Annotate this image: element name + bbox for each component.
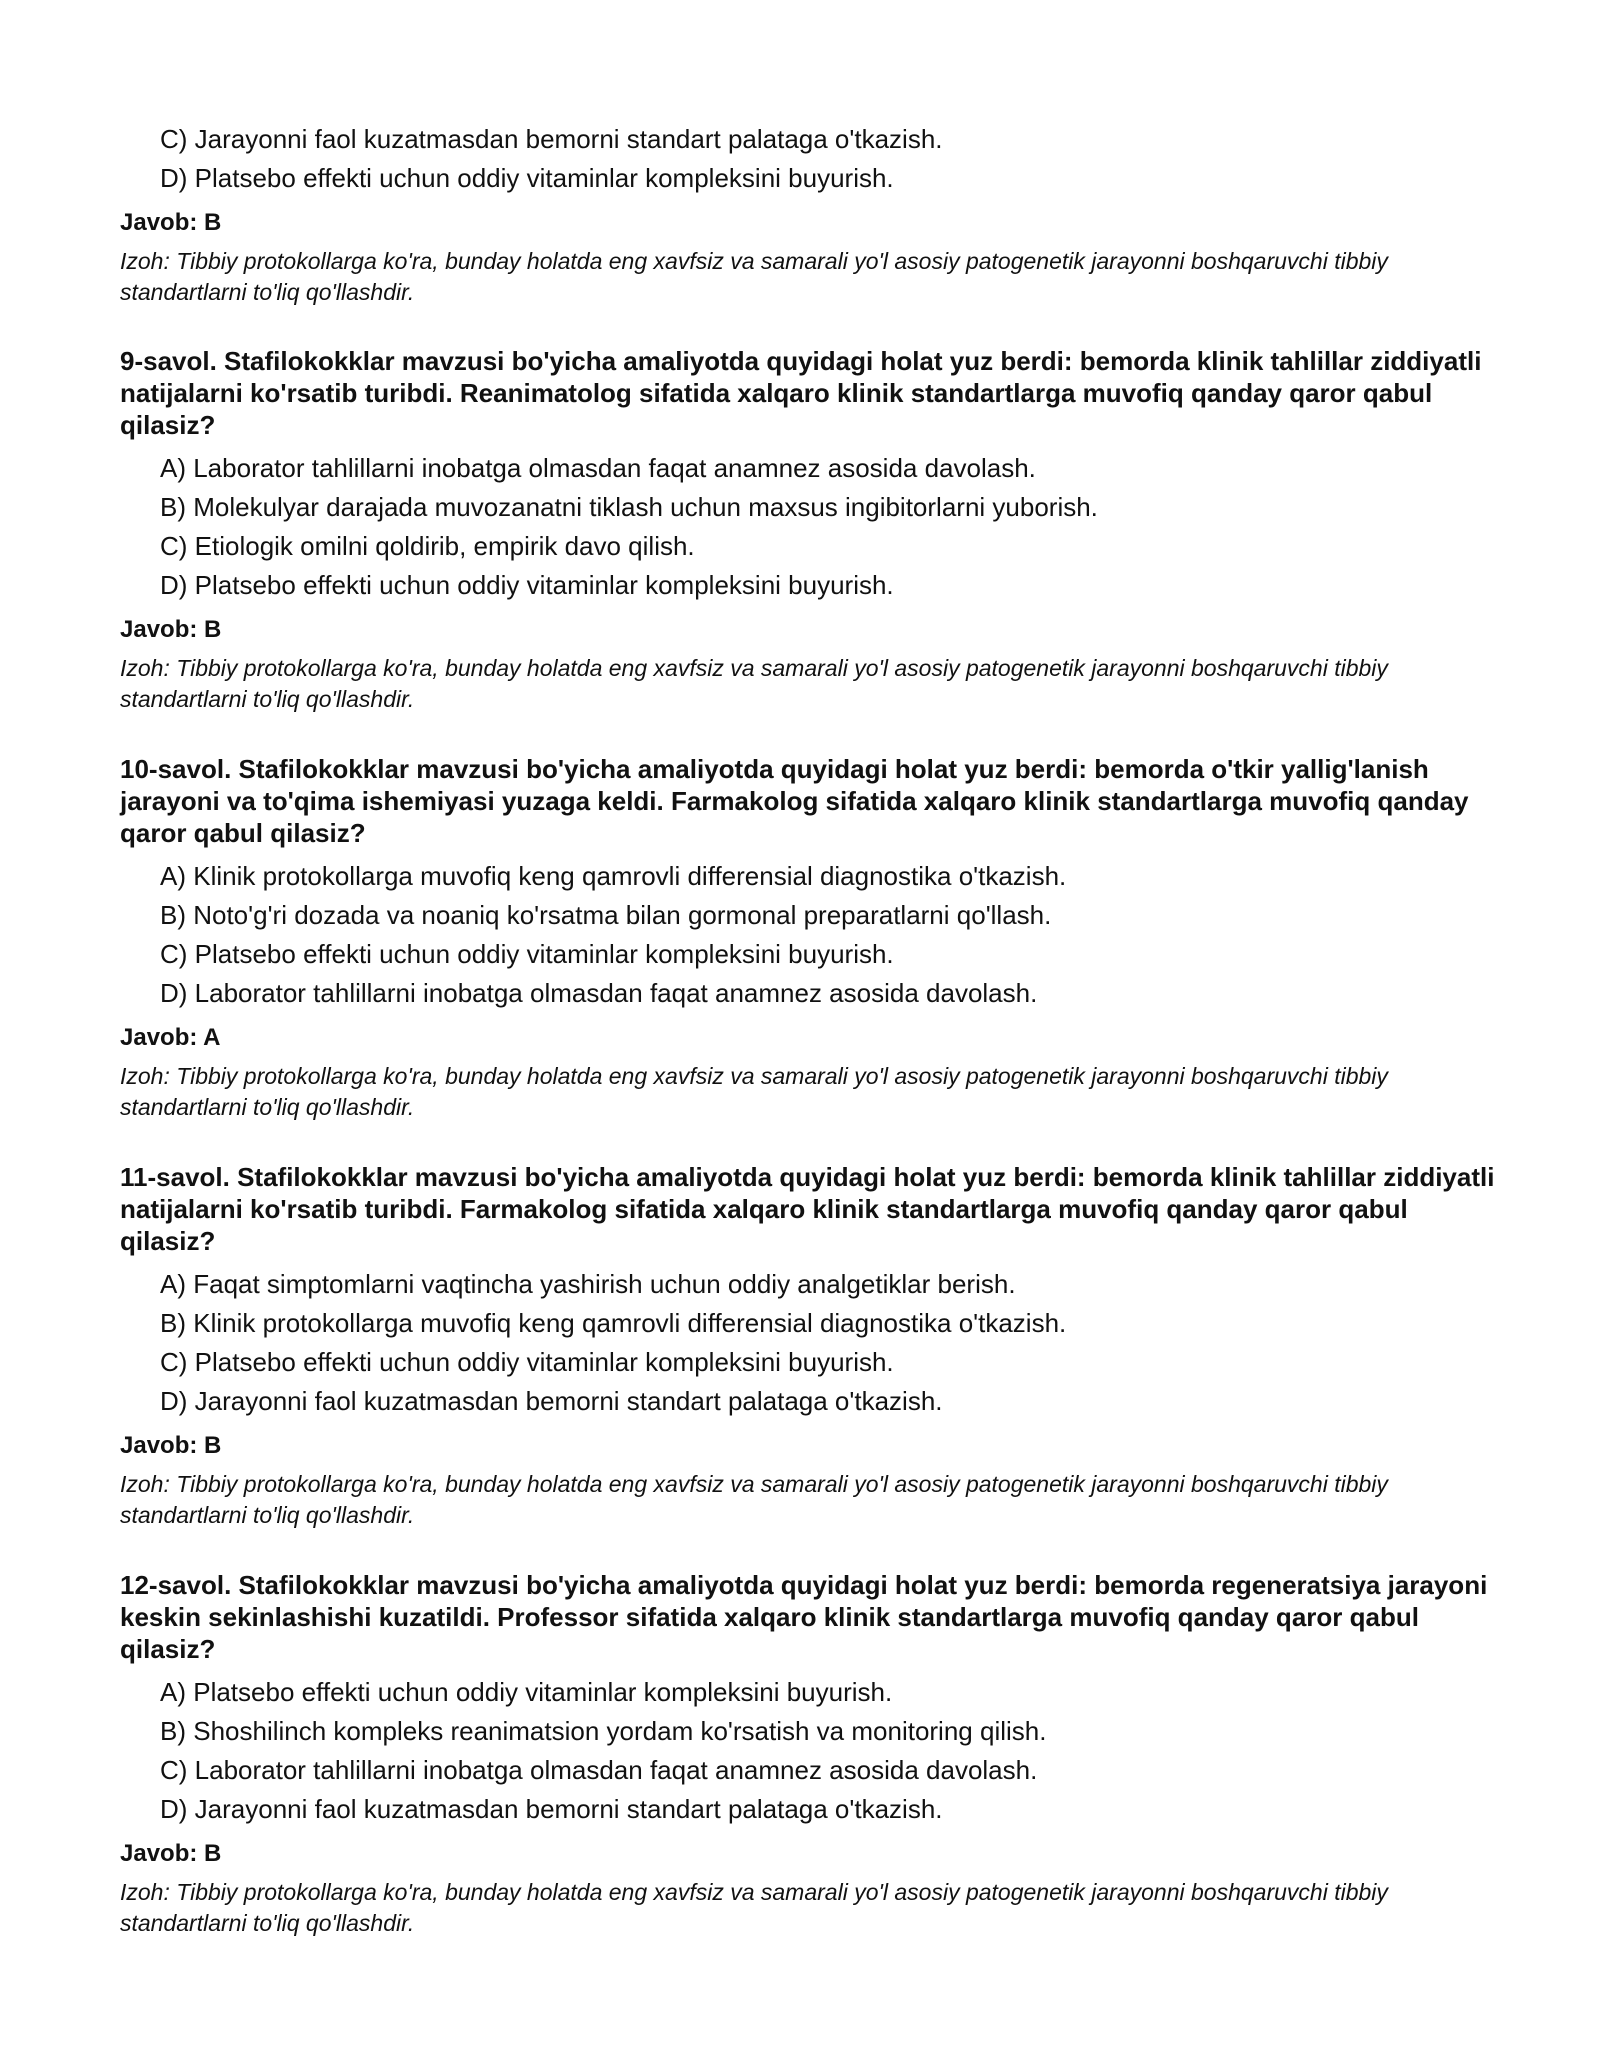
question-title: 9-savol. Stafilokokklar mavzusi bo'yicha amaliyotda quyidagi holat yuz berdi: bemorda klinik tahlillar ziddiyatli natijalarni ko'rsatib turibdi. Reanimatolog sifatida xalqaro klinik standartlarga muvofiq qanday qaror qabul qilasiz?: [120, 346, 1482, 440]
explanation: Izoh: Tibbiy protokollarga ko'ra, bunday holatda eng xavfsiz va samarali yo'l asosiy patogenetik jarayonni boshqaruvchi tibbiy standartlarni to'liq qo'llashdir.: [120, 1879, 1388, 1936]
question-11: [0, 1161, 1600, 1531]
question-title: 10-savol. Stafilokokklar mavzusi bo'yicha amaliyotda quyidagi holat yuz berdi: bemorda o'tkir yallig'lanish jarayoni va to'qima ishemiyasi yuzaga keldi. Farmakolog sifatida xalqaro klinik standartlarga muvofiq qanday qaror qabul qilasiz?: [120, 754, 1469, 848]
question-12: [0, 1569, 1600, 1939]
answer: Javob: B: [120, 209, 222, 236]
option-d: D) Platsebo effekti uchun oddiy vitaminlar kompleksini buyurish.: [160, 163, 894, 193]
question-8-continuation: [0, 120, 1600, 308]
option-d: D) Jarayonni faol kuzatmasdan bemorni standart palataga o'tkazish.: [160, 1386, 943, 1416]
explanation: Izoh: Tibbiy protokollarga ko'ra, bunday holatda eng xavfsiz va samarali yo'l asosiy patogenetik jarayonni boshqaruvchi tibbiy standartlarni to'liq qo'llashdir.: [120, 1471, 1388, 1528]
option-b: B) Klinik protokollarga muvofiq keng qamrovli differensial diagnostika o'tkazish.: [160, 1308, 1067, 1338]
explanation: Izoh: Tibbiy protokollarga ko'ra, bunday holatda eng xavfsiz va samarali yo'l asosiy patogenetik jarayonni boshqaruvchi tibbiy standartlarni to'liq qo'llashdir.: [120, 1063, 1388, 1120]
option-d: D) Jarayonni faol kuzatmasdan bemorni standart palataga o'tkazish.: [160, 1794, 943, 1824]
option-d: D) Laborator tahlillarni inobatga olmasdan faqat anamnez asosida davolash.: [160, 978, 1038, 1008]
option-a: A) Faqat simptomlarni vaqtincha yashirish uchun oddiy analgetiklar berish.: [160, 1269, 1016, 1299]
options-list: [0, 120, 1600, 198]
option-d: D) Platsebo effekti uchun oddiy vitaminlar kompleksini buyurish.: [160, 570, 894, 600]
option-c: C) Etiologik omilni qoldirib, empirik davo qilish.: [160, 531, 695, 561]
options-list: [0, 1265, 1600, 1421]
options-list: [0, 449, 1600, 605]
options-list: [0, 857, 1600, 1013]
question-9: [0, 345, 1600, 715]
option-c: C) Platsebo effekti uchun oddiy vitaminlar kompleksini buyurish.: [160, 939, 894, 969]
answer: Javob: B: [120, 1840, 222, 1867]
option-a: A) Klinik protokollarga muvofiq keng qamrovli differensial diagnostika o'tkazish.: [160, 861, 1067, 891]
option-b: B) Molekulyar darajada muvozanatni tiklash uchun maxsus ingibitorlarni yuborish.: [160, 492, 1098, 522]
option-c: C) Platsebo effekti uchun oddiy vitaminlar kompleksini buyurish.: [160, 1347, 894, 1377]
answer: Javob: A: [120, 1024, 221, 1051]
explanation: Izoh: Tibbiy protokollarga ko'ra, bunday holatda eng xavfsiz va samarali yo'l asosiy patogenetik jarayonni boshqaruvchi tibbiy standartlarni to'liq qo'llashdir.: [120, 248, 1388, 305]
options-list: [0, 1673, 1600, 1829]
question-title: 12-savol. Stafilokokklar mavzusi bo'yicha amaliyotda quyidagi holat yuz berdi: bemorda regeneratsiya jarayoni keskin sekinlashishi kuzatildi. Professor sifatida xalqaro klinik standartlarga muvofiq qanday qaror qabul qilasiz?: [120, 1570, 1488, 1664]
option-c: C) Jarayonni faol kuzatmasdan bemorni standart palataga o'tkazish.: [160, 124, 943, 154]
question-10: [0, 753, 1600, 1123]
option-b: B) Noto'g'ri dozada va noaniq ko'rsatma bilan gormonal preparatlarni qo'llash.: [160, 900, 1052, 930]
answer: Javob: B: [120, 1432, 222, 1459]
explanation: Izoh: Tibbiy protokollarga ko'ra, bunday holatda eng xavfsiz va samarali yo'l asosiy patogenetik jarayonni boshqaruvchi tibbiy standartlarni to'liq qo'llashdir.: [120, 655, 1388, 712]
answer: Javob: B: [120, 616, 222, 643]
question-title: 11-savol. Stafilokokklar mavzusi bo'yicha amaliyotda quyidagi holat yuz berdi: bemorda klinik tahlillar ziddiyatli natijalarni ko'rsatib turibdi. Farmakolog sifatida xalqaro klinik standartlarga muvofiq qanday qaror qabul qilasiz?: [120, 1162, 1495, 1256]
option-b: B) Shoshilinch kompleks reanimatsion yordam ko'rsatish va monitoring qilish.: [160, 1716, 1047, 1746]
option-a: A) Laborator tahlillarni inobatga olmasdan faqat anamnez asosida davolash.: [160, 453, 1036, 483]
option-a: A) Platsebo effekti uchun oddiy vitaminlar kompleksini buyurish.: [160, 1677, 893, 1707]
option-c: C) Laborator tahlillarni inobatga olmasdan faqat anamnez asosida davolash.: [160, 1755, 1038, 1785]
